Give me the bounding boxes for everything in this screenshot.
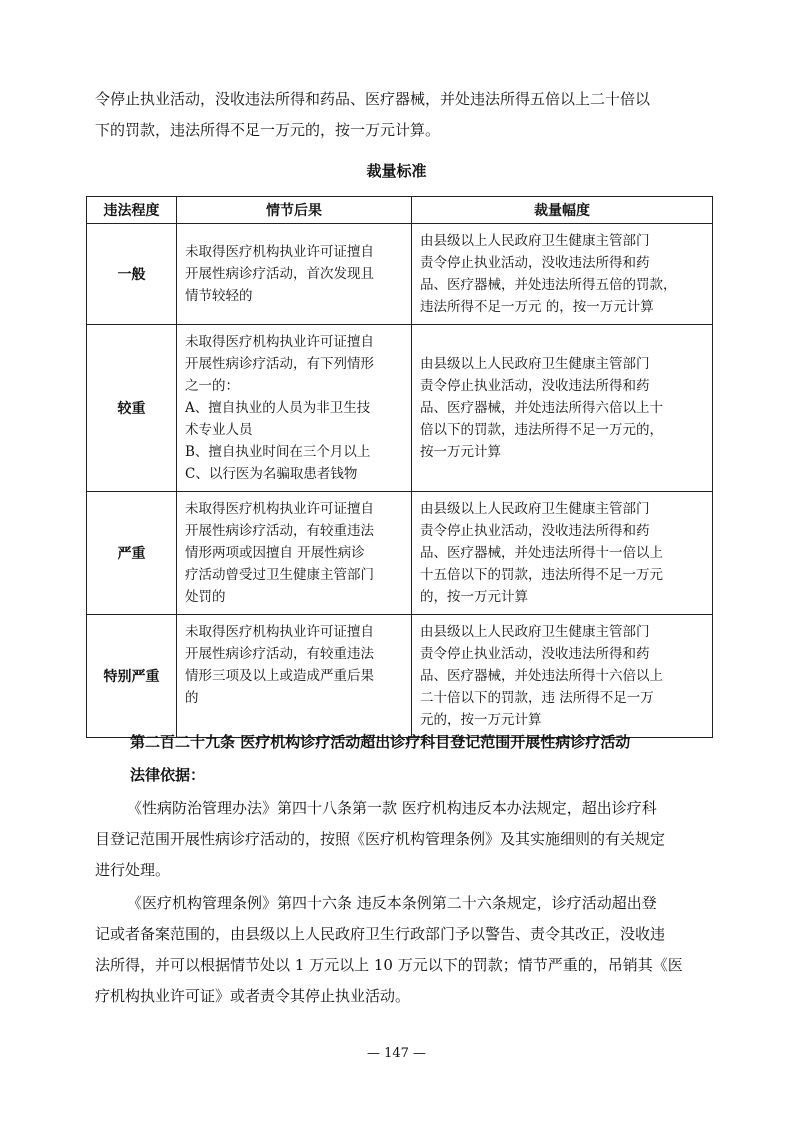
circumstance-cell: [177, 492, 412, 615]
text-line: 下的罚款，违法所得不足一万元的，按一万元计算。: [95, 121, 441, 139]
cell-line: 之一的：: [185, 378, 239, 394]
penalty-range-cell: [412, 224, 713, 325]
circumstance-cell: [177, 615, 412, 738]
cell-line: 二十倍以下的罚款，违 法所得不足一万: [420, 690, 654, 706]
cell-line: 未取得医疗机构执业许可证擅自: [185, 334, 374, 350]
degree-cell: 较重: [87, 325, 177, 492]
circumstance-cell: [177, 325, 412, 492]
table-row: [87, 224, 713, 325]
cell-line: 疗活动曾受过卫生健康主管部门: [185, 567, 374, 583]
cell-line: 由县级以上人民政府卫生健康主管部门: [420, 501, 650, 517]
law-paragraph-std-regulation: [95, 793, 713, 886]
cell-line: 情形三项及以上或造成严重后果: [185, 668, 374, 684]
cell-line: 责令停止执业活动，没收违法所得和药: [420, 378, 650, 394]
discretion-standard-table: [86, 196, 713, 738]
cell-line: 品、医疗器械，并处违法所得六倍以上十: [420, 400, 663, 416]
cell-line: 未取得医疗机构执业许可证擅自: [185, 244, 374, 260]
text-line: 《医疗机构管理条例》第四十六条 违反本条例第二十六条规定，诊疗活动超出登: [127, 894, 657, 912]
cell-line: A、擅自执业的人员为非卫生技: [185, 400, 371, 416]
cell-line: 开展性病诊疗活动，有较重违法: [185, 646, 374, 662]
cell-line: 责令停止执业活动，没收违法所得和药: [420, 523, 650, 539]
cell-line: 由县级以上人民政府卫生健康主管部门: [420, 624, 650, 640]
header-penalty-range: 裁量幅度: [412, 197, 713, 224]
cell-line: 开展性病诊疗活动，有较重违法: [185, 523, 374, 539]
table-header-row: [87, 197, 713, 224]
article-heading: 第二百二十九条 医疗机构诊疗活动超出诊疗科目登记范围开展性病诊疗活动: [130, 733, 631, 751]
cell-line: 品、医疗器械，并处违法所得十六倍以上: [420, 668, 663, 684]
text-line: 疗机构执业许可证》或者责令其停止执业活动。: [95, 987, 411, 1005]
circumstance-cell: [177, 224, 412, 325]
header-circumstance: 情节后果: [177, 197, 412, 224]
cell-line: 开展性病诊疗活动，有下列情形: [185, 356, 374, 372]
text-line: 法所得，并可以根据情节处以 1 万元以上 10 万元以下的罚款；情节严重的，吊销其《医: [95, 956, 683, 974]
cell-line: 责令停止执业活动，没收违法所得和药: [420, 646, 650, 662]
table-caption: 裁量标准: [366, 162, 427, 180]
legal-basis-label: 法律依据：: [130, 766, 206, 784]
cell-line: 处罚的: [185, 589, 226, 605]
cell-line: 按一万元计算: [420, 444, 501, 460]
cell-line: 开展性病诊疗活动，首次发现且: [185, 266, 374, 282]
cell-line: 情形两项或因擅自 开展性病诊: [185, 545, 365, 561]
continuation-paragraph: [95, 84, 713, 146]
cell-line: C、以行医为名骗取患者钱物: [185, 466, 358, 482]
law-paragraph-medical-institution-regulation: [95, 888, 713, 1012]
cell-line: 责令停止执业活动，没收违法所得和药: [420, 255, 650, 271]
table-row: [87, 492, 713, 615]
cell-line: 违法所得不足一万元 的，按一万元计算: [420, 299, 654, 315]
cell-line: B、擅自执业时间在三个月以上: [185, 444, 371, 460]
degree-cell: 严重: [87, 492, 177, 615]
table-row: [87, 325, 713, 492]
text-line: 记或者备案范围的，由县级以上人民政府卫生行政部门予以警告、责令其改正，没收违: [95, 925, 666, 943]
cell-line: 未取得医疗机构执业许可证擅自: [185, 624, 374, 640]
text-line: 目登记范围开展性病诊疗活动的，按照《医疗机构管理条例》及其实施细则的有关规定: [95, 830, 666, 848]
cell-line: 十五倍以下的罚款，违法所得不足一万元: [420, 567, 663, 583]
cell-line: 品、医疗器械，并处违法所得五倍的罚款，: [420, 277, 677, 293]
cell-line: 术专业人员: [185, 422, 253, 438]
degree-cell: 特别严重: [87, 615, 177, 738]
text-line: 令停止执业活动，没收违法所得和药品、医疗器械，并处违法所得五倍以上二十倍以: [95, 90, 651, 108]
penalty-range-cell: [412, 615, 713, 738]
degree-cell: 一般: [87, 224, 177, 325]
cell-line: 情节较轻的: [185, 288, 253, 304]
cell-line: 品、医疗器械，并处违法所得十一倍以上: [420, 545, 663, 561]
cell-line: 由县级以上人民政府卫生健康主管部门: [420, 233, 650, 249]
header-violation-degree: 违法程度: [87, 197, 177, 224]
penalty-range-cell: [412, 492, 713, 615]
cell-line: 未取得医疗机构执业许可证擅自: [185, 501, 374, 517]
cell-line: 元的，按一万元计算: [420, 712, 542, 728]
text-line: 《性病防治管理办法》第四十八条第一款 医疗机构违反本办法规定，超出诊疗科: [127, 799, 657, 817]
cell-line: 由县级以上人民政府卫生健康主管部门: [420, 356, 650, 372]
text-line: 进行处理。: [95, 861, 171, 879]
page-number: — 147 —: [366, 1046, 427, 1061]
cell-line: 倍以下的罚款，违法所得不足一万元的，: [420, 422, 663, 438]
cell-line: 的，按一万元计算: [420, 589, 528, 605]
table-row: [87, 615, 713, 738]
penalty-range-cell: [412, 325, 713, 492]
cell-line: 的: [185, 690, 199, 706]
